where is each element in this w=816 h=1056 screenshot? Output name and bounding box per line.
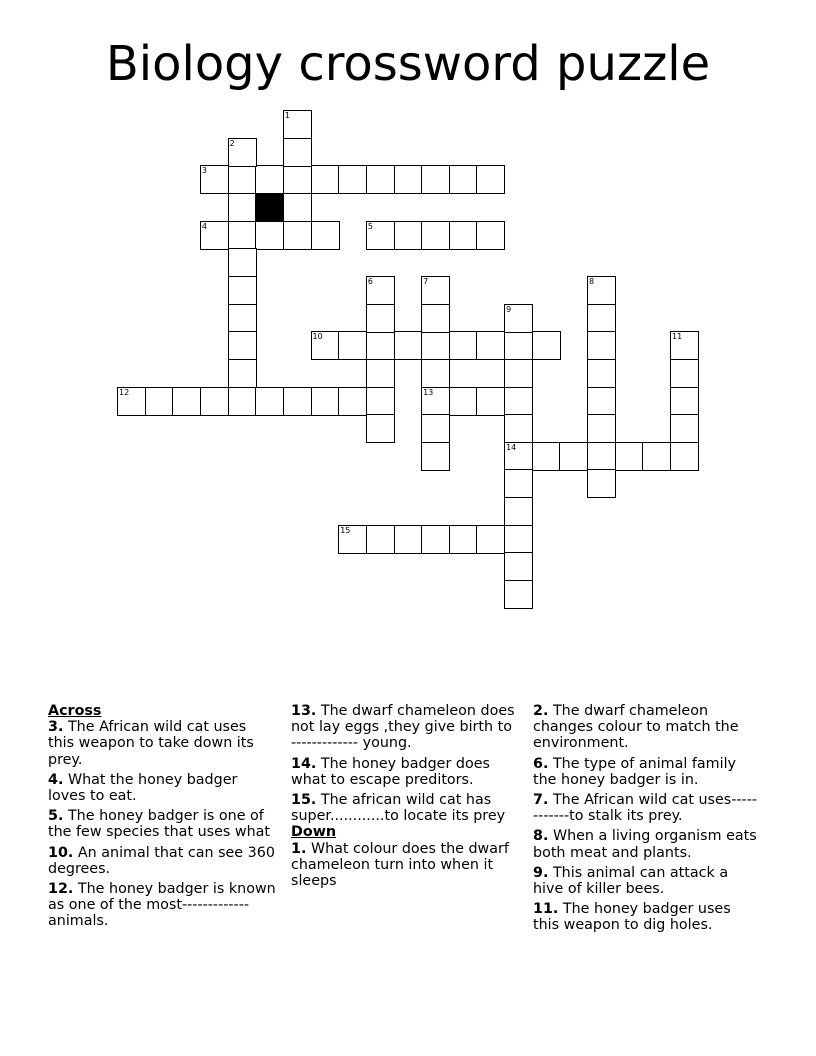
grid-cell[interactable] [670, 442, 699, 471]
grid-cell[interactable] [670, 331, 699, 360]
cell-number: 14 [506, 442, 517, 452]
grid-cell[interactable] [200, 221, 229, 250]
grid-cell[interactable] [283, 193, 312, 222]
grid-cell[interactable] [587, 304, 616, 333]
grid-cell[interactable] [421, 304, 450, 333]
cell-number: 8 [589, 276, 595, 286]
grid-cell[interactable] [311, 221, 340, 250]
clue-down-8 [533, 828, 761, 860]
grid-cell[interactable] [587, 331, 616, 360]
grid-cell[interactable] [283, 138, 312, 167]
cell-number: 1 [284, 111, 290, 120]
cell-number: 7 [423, 276, 429, 286]
grid-cell[interactable] [587, 387, 616, 416]
page-title: Biology crossword puzzle [105, 36, 711, 92]
grid-cell[interactable] [421, 525, 450, 554]
clue-across-13 [291, 703, 519, 752]
clue-text: The dwarf chameleon does not lay eggs ,they give birth to ------------- young. [291, 703, 515, 752]
grid-cell[interactable] [200, 165, 229, 194]
grid-cell[interactable] [559, 442, 588, 471]
cell-number: 12 [119, 387, 130, 397]
grid-cell[interactable] [504, 359, 533, 388]
grid-cell[interactable] [283, 387, 312, 416]
grid-cell[interactable] [421, 359, 450, 388]
grid-cell[interactable] [228, 331, 257, 360]
grid-cell[interactable] [228, 248, 257, 277]
grid-cell[interactable] [449, 331, 478, 360]
clue-text: The African wild cat uses this weapon to take down its prey. [48, 719, 254, 768]
grid-cell[interactable] [228, 193, 257, 222]
grid-cell[interactable] [394, 221, 423, 250]
clue-number: 5. [48, 808, 64, 825]
clue-text: When a living organism eats both meat and plants. [533, 828, 757, 861]
cell-number: 9 [506, 304, 512, 314]
grid-cell[interactable] [449, 165, 478, 194]
grid-cell[interactable] [283, 221, 312, 250]
cell-number: 4 [201, 221, 207, 231]
grid-cell[interactable] [587, 414, 616, 443]
grid-cell[interactable] [449, 221, 478, 250]
grid-cell[interactable] [366, 221, 395, 250]
clue-text: What colour does the dwarf chameleon turn into when it sleeps [291, 840, 509, 890]
grid-cell[interactable] [421, 442, 450, 471]
grid-cell[interactable] [366, 331, 395, 360]
grid-block-cell [255, 193, 284, 222]
grid-cell[interactable] [532, 331, 561, 360]
clue-text: The honey badger does what to escape preditors. [291, 755, 490, 788]
grid-cell[interactable] [200, 387, 229, 416]
grid-cell[interactable] [366, 304, 395, 333]
clues-column-1 [48, 703, 276, 934]
grid-cell[interactable] [421, 276, 450, 305]
clue-number: 9. [533, 864, 549, 881]
grid-cell[interactable] [504, 469, 533, 498]
grid-cell[interactable] [504, 387, 533, 416]
grid-cell[interactable] [394, 165, 423, 194]
grid-cell[interactable] [587, 359, 616, 388]
grid-cell[interactable] [338, 331, 367, 360]
grid-cell[interactable] [394, 331, 423, 360]
clue-across-12 [48, 881, 276, 930]
grid-cell[interactable] [504, 552, 533, 581]
cell-number: 10 [312, 332, 323, 342]
clue-down-1 [291, 841, 519, 890]
grid-cell[interactable] [670, 414, 699, 443]
grid-cell[interactable] [615, 442, 644, 471]
clue-down-7 [533, 792, 761, 824]
clue-text: The African wild cat uses------------to stalk its prey. [533, 792, 758, 825]
grid-cell[interactable] [504, 414, 533, 443]
cell-number: 6 [367, 276, 373, 286]
grid-cell[interactable] [228, 138, 257, 167]
grid-cell[interactable] [421, 221, 450, 250]
grid-cell[interactable] [228, 387, 257, 416]
grid-cell[interactable] [449, 525, 478, 554]
clue-down-9 [533, 865, 761, 897]
clue-number: 15. [291, 792, 317, 809]
grid-cell[interactable] [255, 221, 284, 250]
grid-cell[interactable] [504, 525, 533, 554]
clue-text: The honey badger is known as one of the most------------- animals. [48, 881, 276, 930]
grid-cell[interactable] [228, 304, 257, 333]
grid-cell[interactable] [366, 525, 395, 554]
grid-cell[interactable] [587, 469, 616, 498]
grid-cell[interactable] [504, 442, 533, 471]
grid-cell[interactable] [366, 414, 395, 443]
cell-number: 11 [672, 332, 683, 342]
clue-number: 6. [533, 755, 549, 772]
clue-number: 10. [48, 844, 74, 861]
clue-number: 11. [533, 901, 559, 918]
cell-number: 3 [201, 166, 207, 176]
clue-down-6 [533, 756, 761, 788]
clue-text: What the honey badger loves to eat. [48, 771, 238, 805]
clue-across-10 [48, 845, 276, 877]
grid-cell[interactable] [587, 442, 616, 471]
grid-cell[interactable] [476, 165, 505, 194]
across-heading: Across [48, 703, 102, 719]
cell-number: 5 [367, 221, 373, 231]
grid-cell[interactable] [366, 387, 395, 416]
grid-cell[interactable] [366, 165, 395, 194]
grid-cell[interactable] [670, 359, 699, 388]
clue-number: 12. [48, 881, 74, 898]
grid-cell[interactable] [504, 497, 533, 526]
grid-cell[interactable] [504, 580, 533, 609]
grid-cell[interactable] [228, 165, 257, 194]
clue-number: 13. [291, 703, 317, 719]
grid-cell[interactable] [338, 525, 367, 554]
grid-cell[interactable] [366, 359, 395, 388]
clues-column-2 [291, 703, 519, 893]
grid-cell[interactable] [421, 165, 450, 194]
clue-across-5 [48, 808, 276, 840]
clue-text: The type of animal family the honey badger is in. [533, 755, 737, 788]
clue-text: The honey badger is one of the few species that uses what [48, 808, 271, 841]
cell-number: 13 [423, 387, 434, 397]
grid-cell[interactable] [504, 331, 533, 360]
clue-text: An animal that can see 360 degrees. [48, 844, 275, 877]
grid-cell[interactable] [642, 442, 671, 471]
clue-text: This animal can attack a hive of killer bees. [533, 864, 729, 898]
grid-cell[interactable] [283, 165, 312, 194]
clue-number: 3. [48, 719, 64, 736]
grid-cell[interactable] [476, 331, 505, 360]
grid-cell[interactable] [255, 165, 284, 194]
clue-number: 7. [533, 792, 549, 809]
down-heading: Down [291, 824, 337, 841]
grid-cell[interactable] [421, 387, 450, 416]
grid-cell[interactable] [476, 221, 505, 250]
clue-across-14 [291, 756, 519, 788]
clue-across-15 [291, 792, 519, 824]
grid-cell[interactable] [228, 221, 257, 250]
grid-cell[interactable] [421, 331, 450, 360]
cell-number: 15 [340, 525, 351, 535]
cell-number: 2 [229, 138, 235, 148]
grid-cell[interactable] [394, 525, 423, 554]
grid-cell[interactable] [311, 165, 340, 194]
grid-cell[interactable] [476, 387, 505, 416]
grid-cell[interactable] [670, 387, 699, 416]
grid-cell[interactable] [366, 276, 395, 305]
grid-cell[interactable] [255, 387, 284, 416]
grid-cell[interactable] [283, 110, 312, 139]
clue-number: 2. [533, 703, 549, 719]
clue-text: The african wild cat has super............to locate its prey [291, 792, 506, 825]
grid-cell[interactable] [476, 525, 505, 554]
grid-cell[interactable] [587, 276, 616, 305]
clue-number: 8. [533, 828, 549, 845]
grid-cell[interactable] [228, 359, 257, 388]
grid-cell[interactable] [172, 387, 201, 416]
grid-cell[interactable] [338, 387, 367, 416]
clue-number: 14. [291, 755, 317, 772]
clue-text: The honey badger uses this weapon to dig holes. [533, 901, 731, 934]
clue-text: The dwarf chameleon changes colour to match the environment. [533, 703, 739, 752]
grid-cell[interactable] [338, 165, 367, 194]
grid-cell[interactable] [145, 387, 174, 416]
grid-cell[interactable] [449, 387, 478, 416]
grid-cell[interactable] [504, 304, 533, 333]
clue-down-11 [533, 901, 761, 933]
clue-number: 4. [48, 771, 64, 788]
grid-cell[interactable] [311, 331, 340, 360]
grid-cell[interactable] [532, 442, 561, 471]
grid-cell[interactable] [311, 387, 340, 416]
grid-cell[interactable] [228, 276, 257, 305]
clues-column-3 [533, 703, 761, 938]
clue-across-4 [48, 772, 276, 804]
grid-cell[interactable] [117, 387, 146, 416]
grid-cell[interactable] [421, 414, 450, 443]
clue-number: 1. [291, 840, 307, 857]
clue-across-3 [48, 719, 276, 768]
clue-down-2 [533, 703, 761, 752]
